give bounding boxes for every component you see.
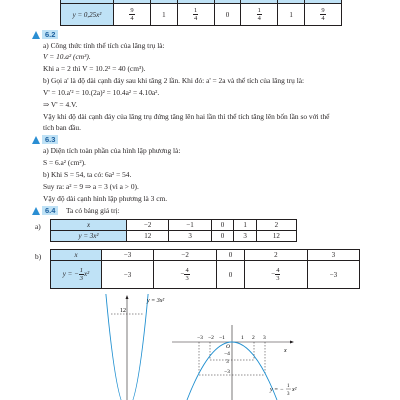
triangle-icon xyxy=(32,207,40,215)
y-tick-label: 12 xyxy=(120,308,126,314)
curve-label-den: 3 xyxy=(287,392,290,397)
text-line: a) Diện tích toàn phần của hình lập phương là: xyxy=(43,146,181,155)
table-a-cell: 0 xyxy=(211,220,234,231)
x-tick-label: −2 xyxy=(208,335,214,341)
origin-label: O xyxy=(226,344,230,350)
text-line: Suy ra: a² = 9 ⇒ a = 3 (vì a > 0). xyxy=(43,182,139,191)
text-line: Vậy khi độ dài cạnh đáy của lăng trụ đứng tăng lên hai lần thì thể tích tăng lên bốn lần so với thể xyxy=(43,112,330,121)
table-a-cell: 2 xyxy=(256,220,296,231)
table-b-cell: −3 xyxy=(102,250,154,261)
curve-label-num: 1 xyxy=(287,384,290,389)
table-b-cell: 2 xyxy=(244,250,307,261)
table-b-cell: −2 xyxy=(154,250,217,261)
x-tick-label: −3 xyxy=(197,335,203,341)
top-table-cell: 0 xyxy=(214,4,241,26)
table-a-cell: 3 xyxy=(169,231,211,242)
top-value-table xyxy=(60,0,342,26)
table-b-cell: − $\frac{4}{3}$ xyxy=(244,261,307,289)
text-line: Vậy độ dài cạnh hình lập phương là 3 cm. xyxy=(43,194,168,203)
table-a xyxy=(50,219,297,242)
top-table-cell: $\frac{9}{4}$ xyxy=(304,4,341,26)
table-b-cell: 0 xyxy=(217,261,245,289)
text-line: b) Gọi a' là độ dài cạnh đáy sau khi tăng 2 lần. Khi đó: a' = 2a và thể tích của lăng trụ là: xyxy=(43,76,305,85)
x-tick-label: −1 xyxy=(219,335,225,341)
curve-label: y = 3x² xyxy=(147,298,165,304)
x-tick-label: 3 xyxy=(263,335,266,341)
table-b-cell: − $\frac{4}{3}$ xyxy=(154,261,217,289)
badge-label: 6.2 xyxy=(42,30,58,39)
part-b-label: b) xyxy=(35,252,42,261)
table-a-x-label: x xyxy=(51,220,127,231)
table-a-cell: 3 xyxy=(234,231,257,242)
top-table-row xyxy=(61,4,342,26)
y-axis-arrow xyxy=(126,295,129,299)
badge-6-2 xyxy=(32,30,58,39)
x-axis-arrow xyxy=(290,341,294,344)
part-a-label: a) xyxy=(35,222,41,231)
top-table-cell: $\frac{1}{4}$ xyxy=(241,4,278,26)
table-a-cell: −1 xyxy=(169,220,211,231)
table-b-cell: 3 xyxy=(307,250,359,261)
table-b-cell: −3 xyxy=(102,261,154,289)
top-table-row-label: y = 0,25x² xyxy=(61,4,114,26)
table-b-cell: −3 xyxy=(307,261,359,289)
table-a-cell: 0 xyxy=(211,231,234,242)
badge-label: 6.4 xyxy=(42,206,58,215)
x-axis-label: x xyxy=(284,348,287,354)
table-a-y-label: y = 3x² xyxy=(51,231,127,242)
text-line: Khi a = 2 thì V = 10.2² = 40 (cm³). xyxy=(43,64,146,73)
x-tick-label: 2 xyxy=(252,335,255,341)
text-line: Ta có bảng giá trị: xyxy=(66,206,120,215)
top-table-cell: $\frac{1}{4}$ xyxy=(177,4,214,26)
table-a-cell: −2 xyxy=(127,220,169,231)
triangle-icon xyxy=(32,136,40,144)
table-b-y-label: y = − $\frac{1}{3}$ x² xyxy=(51,261,102,289)
y-tick-label: −3 xyxy=(224,369,230,375)
table-a-cell: 12 xyxy=(256,231,296,242)
text-line: V' = 10.a'² = 10.(2a)² = 10.4a² = 4.10a². xyxy=(43,88,160,97)
table-b-cell: 0 xyxy=(217,250,245,261)
badge-6-3 xyxy=(32,135,58,144)
badge-label: 6.3 xyxy=(42,135,58,144)
text-line: V = 10.a² (cm³). xyxy=(43,52,91,61)
text-line: S = 6.a² (cm²). xyxy=(43,158,86,167)
badge-6-4 xyxy=(32,206,58,215)
graph-parabola-down xyxy=(172,325,322,400)
table-a-cell: 12 xyxy=(127,231,169,242)
table-a-cell: 1 xyxy=(234,220,257,231)
curve-label-suffix: x² xyxy=(292,387,297,393)
x-tick-label: 1 xyxy=(241,335,244,341)
table-b-x-label: x xyxy=(51,250,102,261)
table-b xyxy=(50,249,360,289)
top-table-cell: 1 xyxy=(151,4,178,26)
top-table-cell: $\frac{9}{4}$ xyxy=(114,4,151,26)
triangle-icon xyxy=(32,31,40,39)
y-tick-label: 3 xyxy=(226,359,229,365)
text-line: tích ban đầu. xyxy=(43,123,81,132)
top-table-cell: 1 xyxy=(278,4,305,26)
text-line: a) Công thức tính thể tích của lăng trụ là: xyxy=(43,41,165,50)
y-tick-label: −4 xyxy=(224,351,230,357)
text-line: ⇒ V' = 4.V. xyxy=(43,100,78,109)
text-line: b) Khi S = 54, ta có: 6a² = 54. xyxy=(43,170,132,179)
curve-label: y = − xyxy=(270,387,284,393)
